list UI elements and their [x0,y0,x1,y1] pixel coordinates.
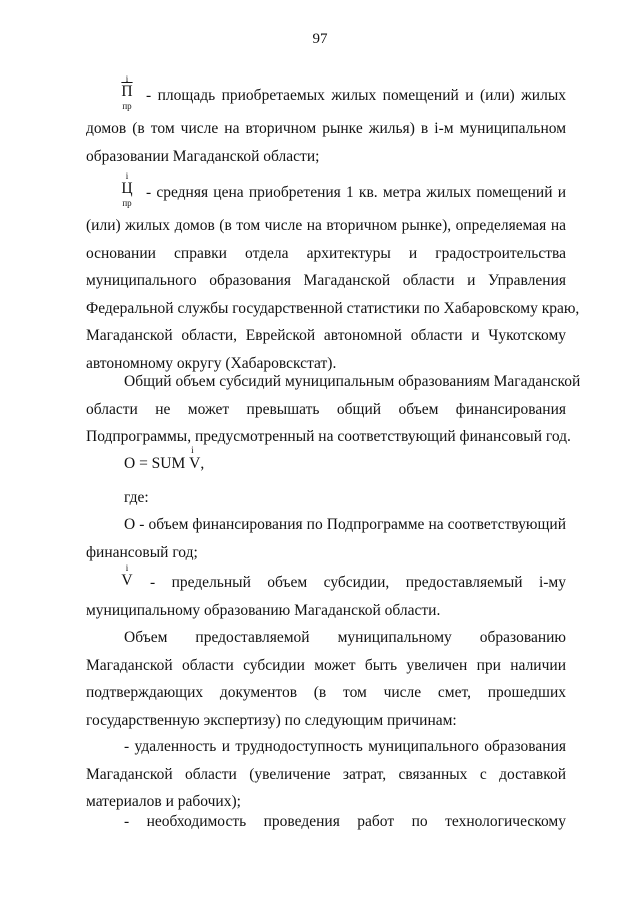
para-increase [86,624,566,734]
text-line: подтверждающих документов (в том числе смет, прошедших [86,684,566,701]
text-line: Объем предоставляемой муниципальному образованию [124,629,566,646]
formula-variable [189,445,201,473]
text-line: домов (в том числе на вторичном рынке жилья) в i-м муниципальном [86,120,566,137]
symbol-base: Ц [121,180,133,197]
reason-1 [86,733,566,816]
symbol-superscript: i [125,74,129,84]
text-line: области не может превышать общий объем финансирования [86,400,566,418]
text-line: O - объем финансирования по Подпрограмме на соответствующий [124,516,566,533]
symbol-subscript: пр [122,101,132,111]
page-number: 97 [312,31,328,47]
def-c-first-line: - средняя цена приобретения 1 кв. метра жилых помещений и [146,184,566,201]
symbol-base: П [121,83,133,100]
where-label-block [86,484,566,512]
text-line: государственную экспертизу) по следующим причинам: [86,711,457,729]
text-line: Магаданской области субсидии может быть увеличен при наличии [86,656,566,674]
text-line: основании справки отдела архитектуры и градостроительства [86,244,566,262]
symbol-superscript: i [125,563,129,573]
formula-left: O = SUM [124,455,190,472]
def-o [86,511,566,566]
text-line: (или) жилых домов (в том числе на вторичном рынке), определяемая на [86,217,566,234]
text-line: автономному округу (Хабаровскстат). [86,354,337,372]
text-line: финансовый год; [86,543,198,561]
def-v-body [86,597,566,625]
formula-superscript: i [191,445,194,455]
def-c-body [86,212,580,377]
text-line: муниципального образования Магаданской области и Управления [86,272,566,289]
def-v-first-line: - предельный объем субсидии, предоставляемый i-му [150,574,566,591]
symbol-c-pr [112,171,142,217]
text-line: Федеральной службы государственной статистики по Хабаровскому краю, [86,299,580,317]
text-line: - необходимость проведения работ по технологическому [124,813,566,830]
formula [124,445,205,473]
text-line: образовании Магаданской области; [86,147,320,165]
text-line: материалов и рабочих); [86,793,241,810]
text-line: - удаленность и труднодоступность муниципального образования [124,738,566,755]
text-line: Магаданской области (увеличение затрат, связанных с доставкой [86,765,566,783]
symbol-p-pr [112,74,142,120]
para-total [86,368,581,451]
symbol-subscript: пр [122,198,132,208]
text-line: Подпрограммы, предусмотренный на соответствующий финансовый год. [86,428,571,445]
formula-tail: , [200,455,205,472]
text-line: Магаданской области, Еврейской автономной области и Чукотскому [86,327,566,344]
symbol-base: V [121,572,133,589]
symbol-superscript: i [125,171,129,181]
formula-var: V [189,455,201,472]
def-p-first-line: - площадь приобретаемых жилых помещений и (или) жилых [146,87,566,104]
def-p-body [86,115,566,170]
where-label: где: [124,489,149,506]
text-line: муниципальному образованию Магаданской области. [86,602,441,619]
text-line: Общий объем субсидий муниципальным образованиям Магаданской [124,373,581,390]
reason-2 [86,808,566,836]
